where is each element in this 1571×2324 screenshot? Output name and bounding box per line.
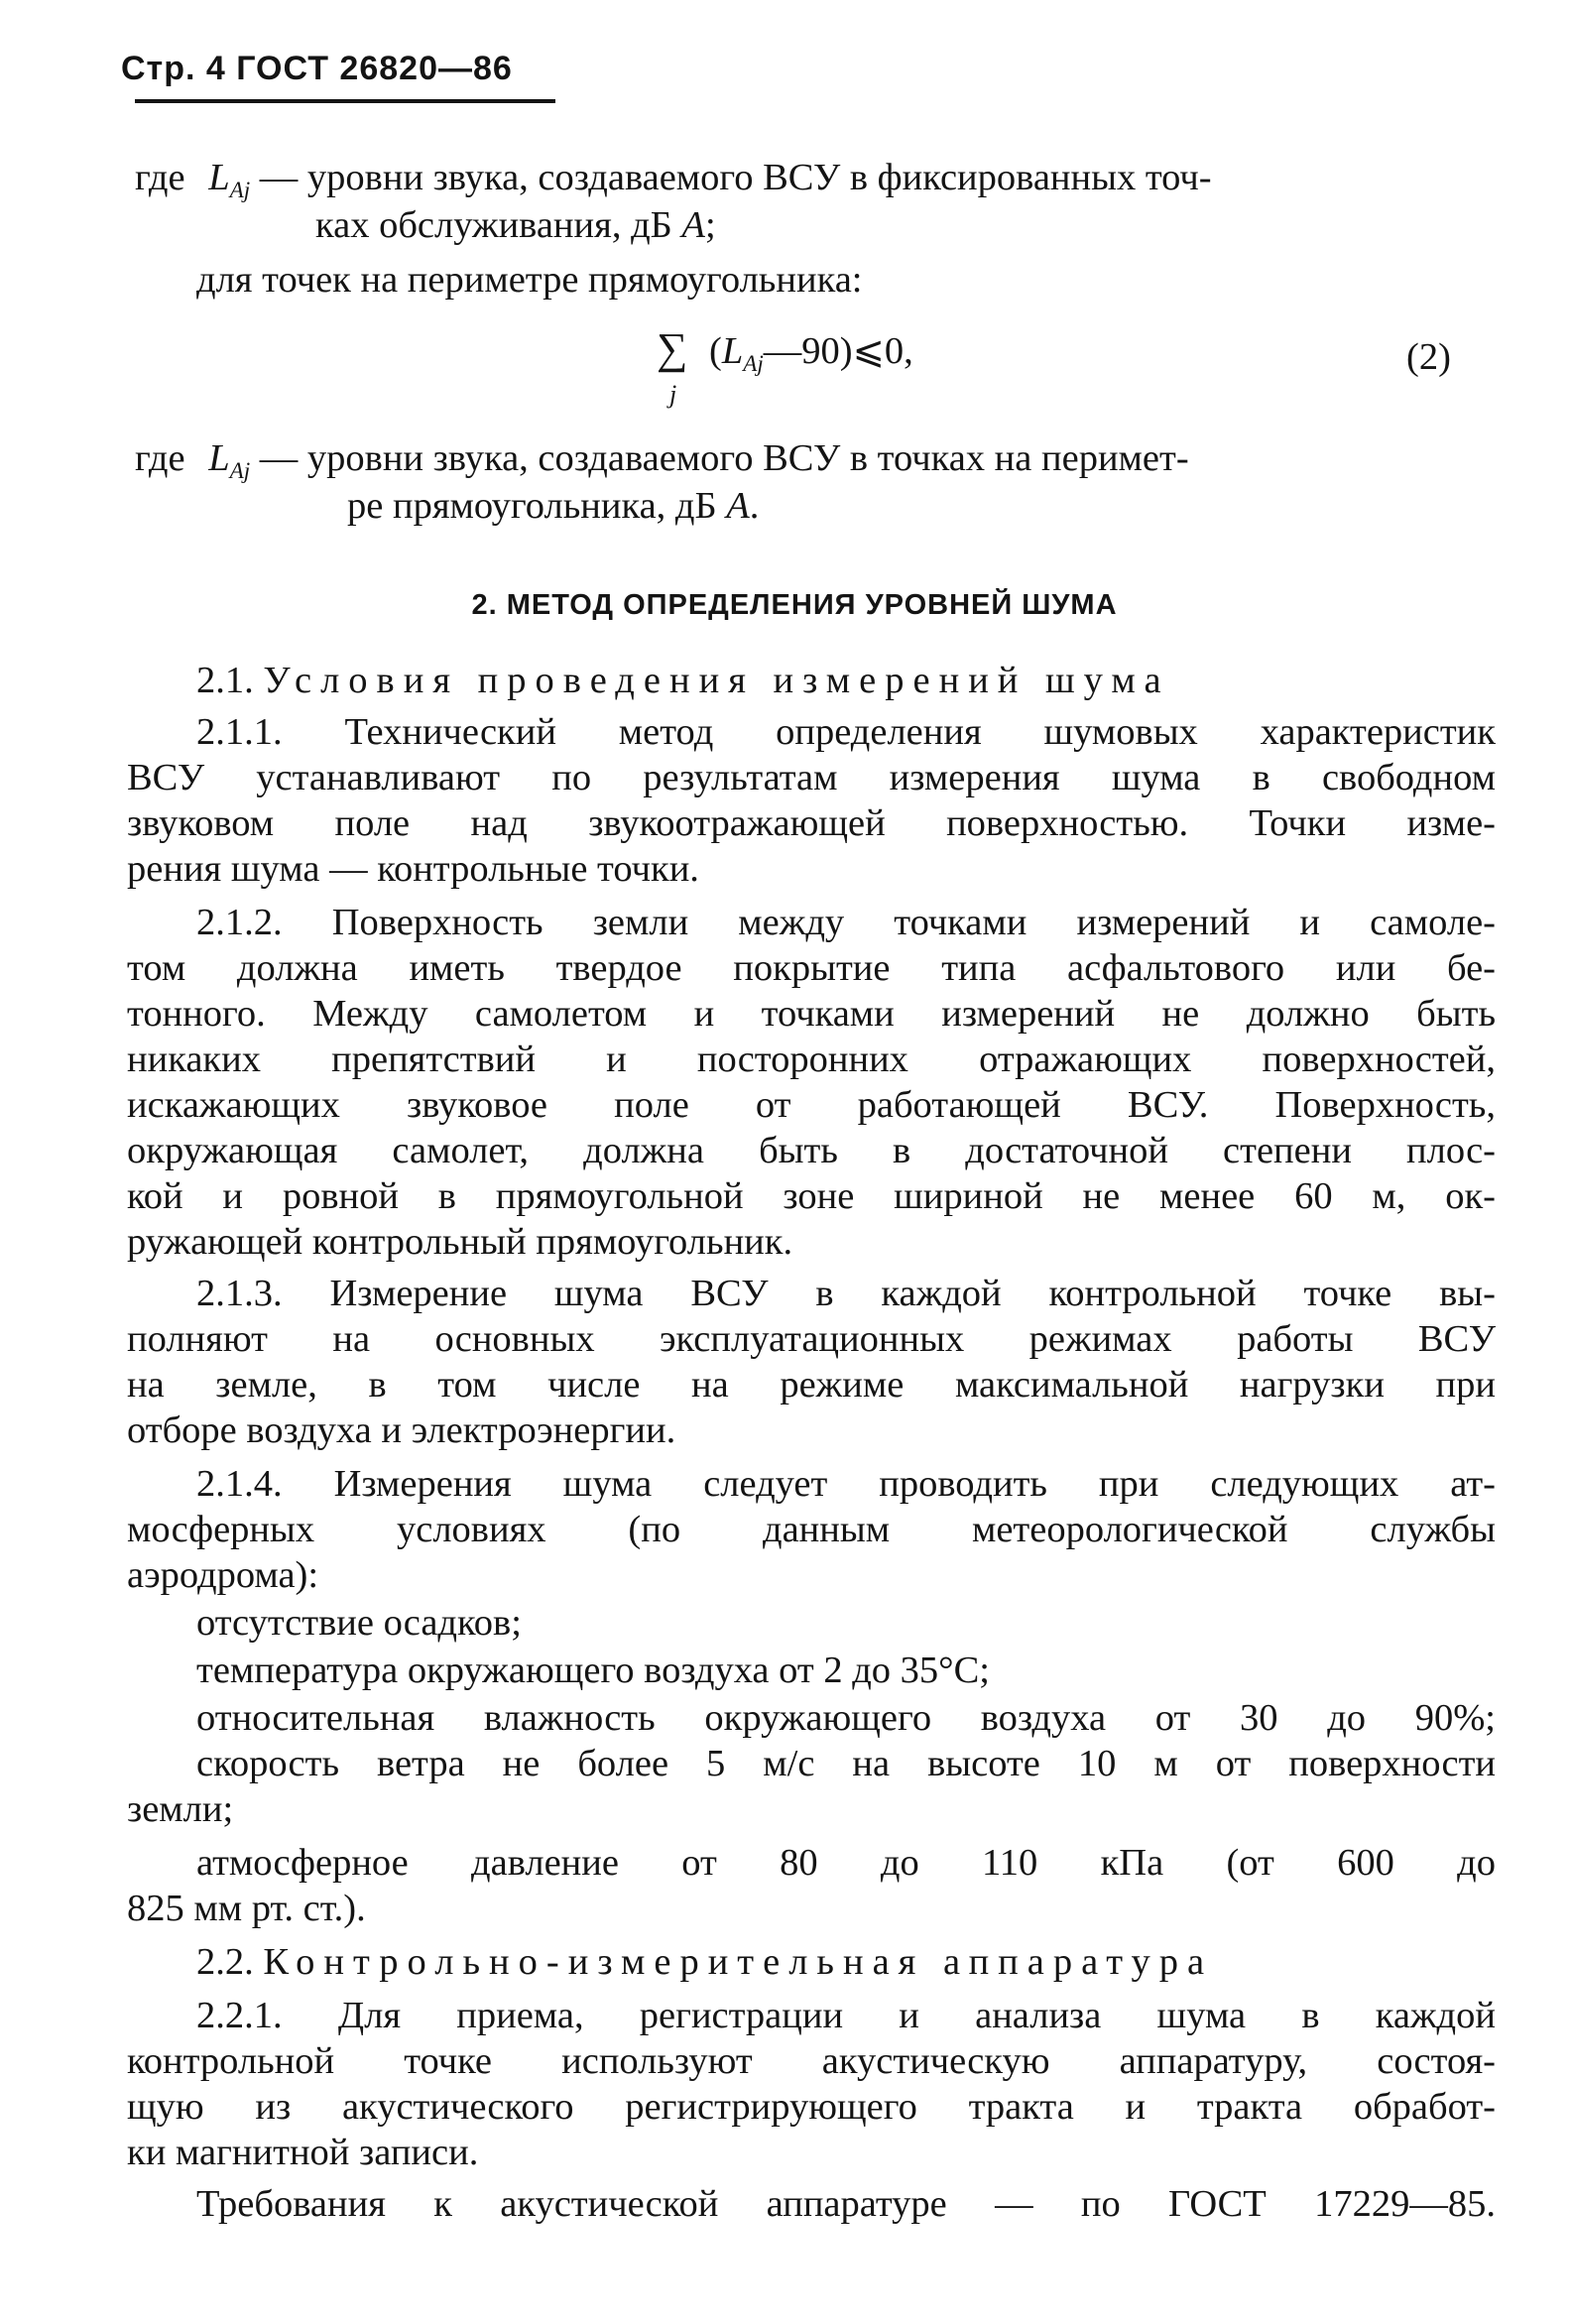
p211-line: ВСУ устанавливают по результатам измерения шума в свободном (127, 757, 1496, 798)
p212-line: тонного. Между самолетом и точками измерений не должно быть (127, 993, 1496, 1035)
header-rule (135, 99, 555, 103)
p213-line: отборе воздуха и электроэнергии. (127, 1409, 676, 1451)
formula-2: ∑ j $(L_{Aj}—90)⩽0$, (657, 327, 913, 385)
sigma-index: j (669, 380, 677, 409)
p221-line: контрольной точке используют акустическую аппаратуру, состоя- (127, 2040, 1496, 2082)
gost-number: ГОСТ 26820—86 (236, 50, 513, 87)
p212-line: окружающая самолет, должна быть в достаточной степени плос- (127, 1130, 1496, 1171)
p214-line: отсутствие осадков; (196, 1602, 522, 1644)
page-header (121, 50, 513, 88)
p212-line: искажающих звуковое поле от работающей ВСУ. Поверхность, (127, 1084, 1496, 1126)
p214-line: атмосферное давление от 80 до 110 кПа (от 600 до (196, 1842, 1496, 1884)
p213-line: полняют на основных эксплуатационных режимах работы ВСУ (127, 1318, 1496, 1360)
p212-line: 2.1.2. Поверхность земли между точками измерений и самоле- (196, 902, 1496, 943)
p221-line: Требования к акустической аппаратуре — по ГОСТ 17229—85. (196, 2183, 1496, 2225)
subsection-2-1: 2.1. Условия проведения измерений шума (196, 660, 1170, 701)
p211-line: звуковом поле над звукоотражающей поверхностью. Точки изме- (127, 802, 1496, 844)
sigma-symbol: ∑ j (657, 327, 687, 371)
p214-line: аэродрома): (127, 1554, 319, 1596)
p212-line: кой и ровной в прямоугольной зоне шириной не менее 60 м, ок- (127, 1175, 1496, 1217)
formula-number: (2) (1406, 336, 1451, 378)
p221-line: 2.2.1. Для приема, регистрации и анализа шума в каждой (196, 1995, 1496, 2036)
subsection-2-2: 2.2. Контрольно-измерительная аппаратура (196, 1941, 1214, 1983)
section-title: 2. МЕТОД ОПРЕДЕЛЕНИЯ УРОВНЕЙ ШУМА (471, 589, 1118, 621)
p214-line: температура окружающего воздуха от 2 до 35°С; (196, 1650, 990, 1691)
p214-line: мосферных условиях (по данным метеорологической службы (127, 1509, 1496, 1550)
rect-intro: для точек на периметре прямоугольника: (196, 259, 863, 301)
p214-line: 825 мм рт. ст.). (127, 1888, 366, 1929)
p221-line: щую из акустического регистрирующего тракта и тракта обработ- (127, 2086, 1496, 2128)
p211-line: 2.1.1. Технический метод определения шумовых характеристик (196, 711, 1496, 753)
definition-2-line-1: где $L_{Aj}$ — уровни звука, создаваемого ВСУ в точках на перимет- (135, 437, 1189, 484)
p214-line: скорость ветра не более 5 м/с на высоте 10 м от поверхности (196, 1743, 1496, 1784)
p221-line: ки магнитной записи. (127, 2132, 479, 2173)
definition-2-line-2: ре прямоугольника, дБ A. (347, 485, 760, 527)
definition-1-line-2: ках обслуживания, дБ A; (315, 204, 716, 246)
p211-line: рения шума — контрольные точки. (127, 848, 699, 890)
p214-line: 2.1.4. Измерения шума следует проводить при следующих ат- (196, 1463, 1496, 1505)
definition-1-line-1: где $L_{Aj}$ — уровни звука, создаваемого ВСУ в фиксированных точ- (135, 157, 1212, 203)
p212-line: никаких препятствий и посторонних отражающих поверхностей, (127, 1039, 1496, 1080)
p212-line: ружающей контрольный прямоугольник. (127, 1221, 793, 1263)
page-number: Стр. 4 (121, 50, 226, 87)
p214-line: относительная влажность окружающего воздуха от 30 до 90%; (196, 1697, 1496, 1739)
p212-line: том должна иметь твердое покрытие типа асфальтового или бе- (127, 947, 1496, 989)
p213-line: на земле, в том числе на режиме максимальной нагрузки при (127, 1364, 1496, 1406)
p214-line: земли; (127, 1788, 234, 1830)
p213-line: 2.1.3. Измерение шума ВСУ в каждой контрольной точке вы- (196, 1273, 1496, 1314)
